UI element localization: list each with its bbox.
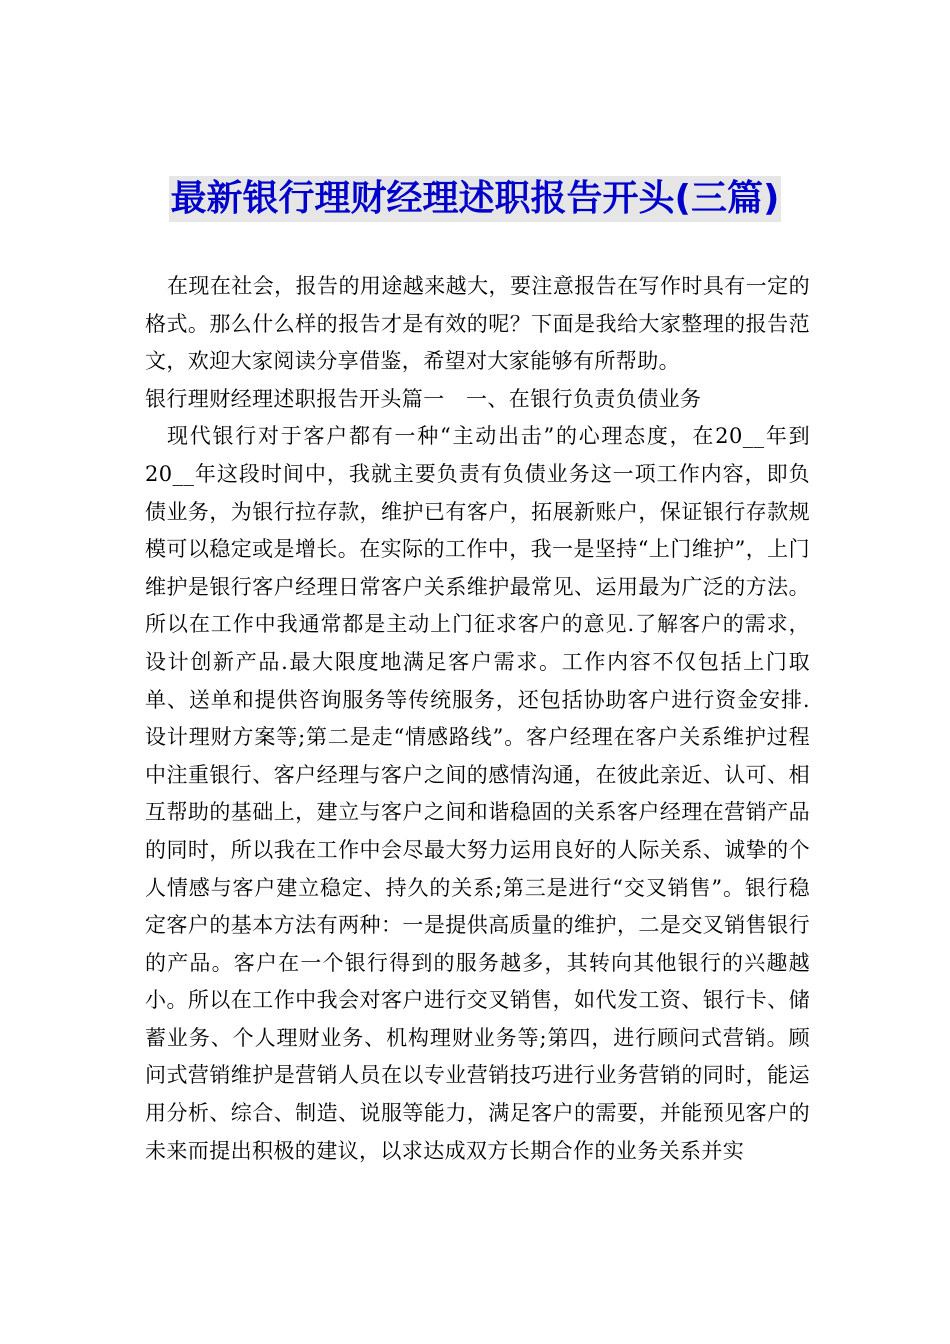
body-paragraph: 现代银行对于客户都有一种“主动出击”的心理态度，在20__年到20__年这段时间中，我就主要负责有负债业务这一项工作内容，即负债业务，为银行拉存款，维护已有客户，拓展新账户，保证银行存款规模可以稳定或是增长。在实际的工作中，我一是坚持“上门维护”，上门维护是银行客户经理日常客户关系维护最常见、运用最为广泛的方法。所以在工作中我通常都是主动上门征求客户的意见.了解客户的需求，设计创新产品.最大限度地满足客户需求。工作内容不仅包括上门取单、送单和提供咨询服务等传统服务，还包括协助客户进行资金安排.设计理财方案等;第二是走“情感路线”。客户经理在客户关系维护过程中注重银行、客户经理与客户之间的感情沟通，在彼此亲近、认可、相互帮助的基础上，建立与客户之间和谐稳固的关系客户经理在营销产品的同时，所以我在工作中会尽最大努力运用良好的人际关系、诚挚的个人情感与客户建立稳定、持久的关系;第三是进行“交叉销售”。银行稳定客户的基本方法有两种：一是提供高质量的维护，二是交叉销售银行的产品。客户在一个银行得到的服务越多，其转向其他银行的兴趣越小。所以在工作中我会对客户进行交叉销售，如代发工资、银行卡、储蓄业务、个人理财业务、机构理财业务等;第四，进行顾问式营销。顾问式营销维护是营销人员在以专业营销技巧进行业务营销的同时，能运用分析、综合、制造、说服等能力，满足客户的需要，并能预见客户的未来而提出积极的建议，以求达成双方长期合作的业务关系并实: [145, 424, 810, 1163]
title-container: [0, 176, 950, 222]
document-title: 最新银行理财经理述职报告开头(三篇): [169, 176, 782, 222]
section-heading: 银行理财经理述职报告开头篇一 一、在银行负责负债业务: [145, 386, 702, 411]
intro-paragraph: 在现在社会，报告的用途越来越大，要注意报告在写作时具有一定的格式。那么什么样的报告才是有效的呢？下面是我给大家整理的报告范文，欢迎大家阅读分享借鉴，希望对大家能够有所帮助。: [145, 274, 810, 374]
document-body: [145, 268, 810, 1170]
